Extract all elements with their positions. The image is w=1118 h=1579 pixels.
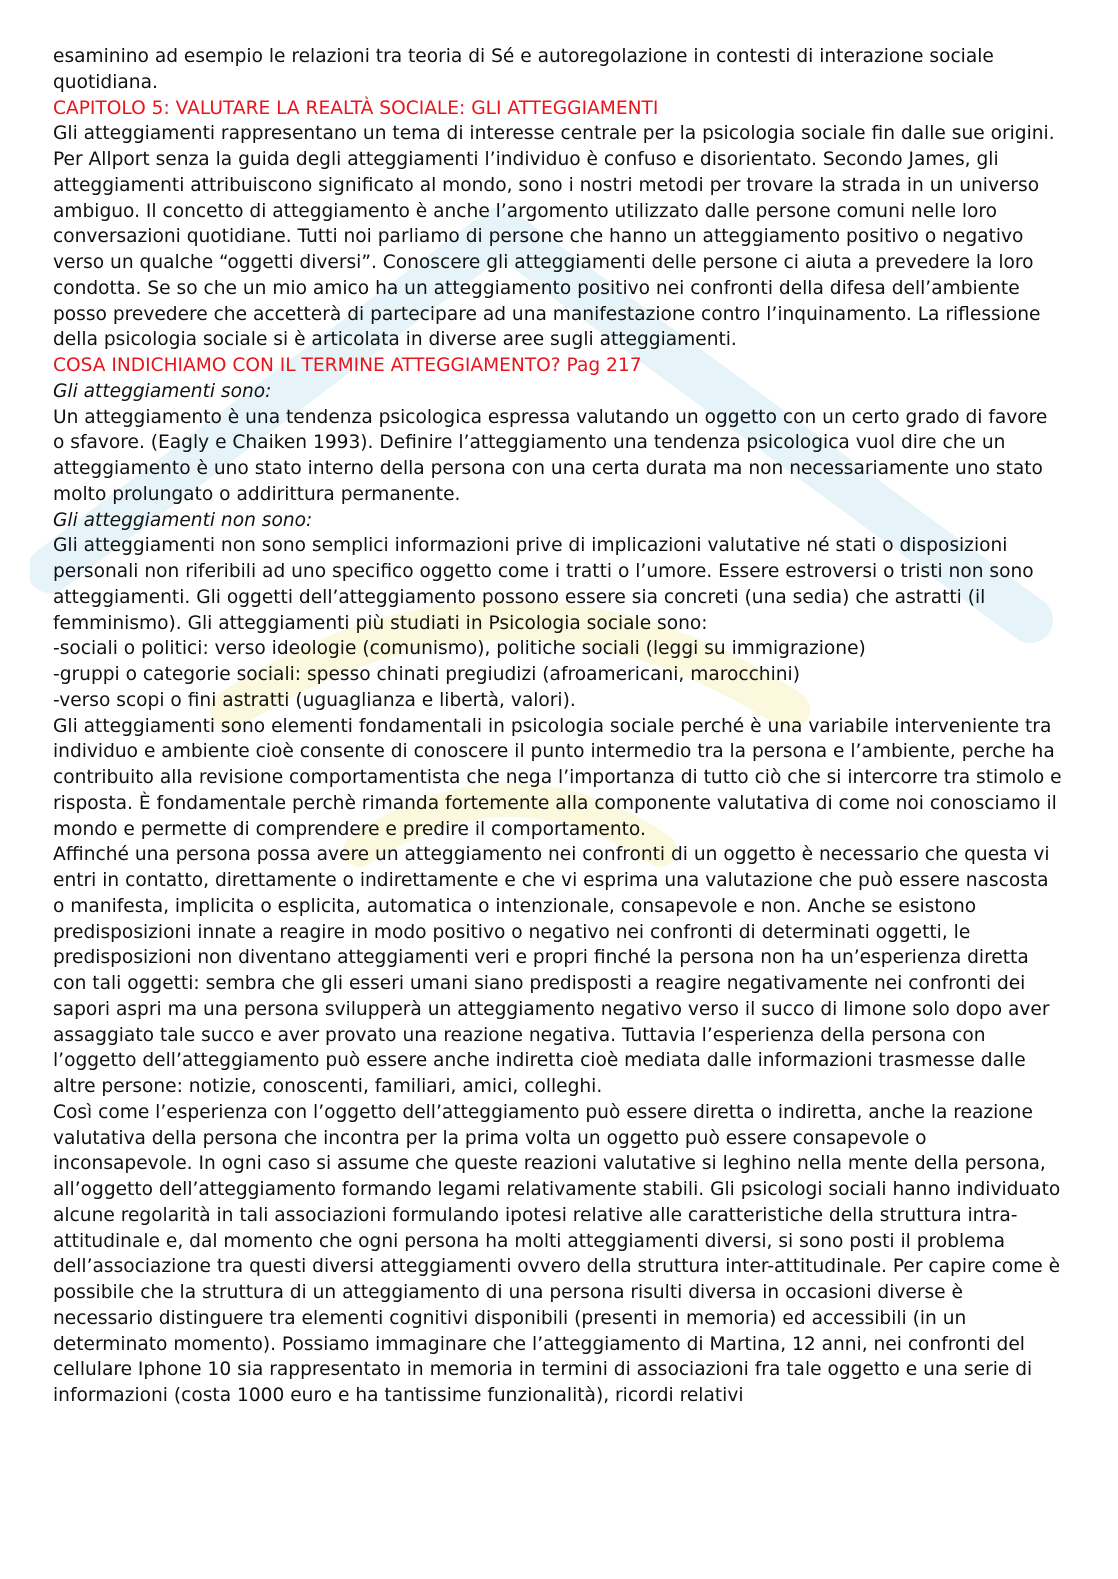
paragraph-structure: Così come l’esperienza con l’oggetto dell’atteggiamento può essere diretta o indiretta, anche la reazione valutativa della persona che incontra per la prima volta un oggetto può essere consapevole o inconsapevole. In ogni caso si assume che queste reazioni valutative si leghino nella mente della persona, all’oggetto dell’atteggiamento formando legami relativamente stabili. Gli psicologi sociali hanno individuato alcune regolarità in tali associazioni formulando ipotesi relative alle caratteristiche della struttura intra-attitudinale e, dal momento che ogni persona ha molti atteggiamenti diversi, si sono posti il problema dell’associazione tra questi diversi atteggiamenti ovvero della struttura inter-attitudinale. Per capire come è possibile che la struttura di un atteggiamento di una persona risulti diversa in occasioni diverse è necessario distinguere tra elementi cognitivi disponibili (presenti in memoria) ed accessibili (in un determinato momento). Possiamo immaginare che l’atteggiamento di Martina, 12 anni, nei confronti del cellulare Iphone 10 sia rappresentato in memoria in termini di associazioni fra tale oggetto e una serie di informazioni (costa 1000 euro e ha tantissime funzionalità), ricordi relativi <box>53 1101 1061 1406</box>
subheading-attitudes-are: Gli atteggiamenti sono: <box>53 380 272 402</box>
list-item-groups: -gruppi o categorie sociali: spesso chinati pregiudizi (afroamericani, marocchini) <box>53 664 800 685</box>
paragraph-fundamental: Gli atteggiamenti sono elementi fondamentali in psicologia sociale perché è una variabile interveniente tra individuo e ambiente cioè consente di conoscere il punto intermedio tra la persona e l’ambiente, perche ha contribuito alla revisione comportamentista che nega l’importanza di tutto ciò che si intercorre tra stimolo e risposta. È fondamentale perchè rimanda fortemente alla componente valutativa di come noi conosciamo il mondo e permette di comprendere e predire il comportamento. <box>53 715 1062 840</box>
subheading-attitudes-are-not: Gli atteggiamenti non sono: <box>53 509 313 531</box>
document-page <box>53 44 1063 1409</box>
list-item-social-political: -sociali o politici: verso ideologie (comunismo), politiche sociali (leggi su immigrazione) <box>53 638 866 660</box>
list-item-abstract-goals: -verso scopi o fini astratti (uguaglianza e libertà, valori). <box>53 689 576 711</box>
paragraph-contact: Affinché una persona possa avere un atteggiamento nei confronti di un oggetto è necessario che questa vi entri in contatto, direttamente o indirettamente e che vi esprima una valutazione che può essere nascosta o manifesta, implicita o esplicita, automatica o intenzionale, consapevole e non. Anche se esistono predisposizioni innate a reagire in modo positivo o negativo nei confronti di determinati oggetti, le predisposizioni non diventano atteggiamenti veri e propri finché la persona non ha un’esperienza diretta con tali oggetti: sembra che gli esseri umani siano predisposti a reagire negativamente nei confronti dei sapori aspri ma una persona svilupperà un atteggiamento negativo verso il succo di limone solo dopo aver assaggiato tale succo e aver provato una reazione negativa. Tuttavia l’esperienza della persona con l’oggetto dell’atteggiamento può essere anche indiretta cioè mediata dalle informazioni trasmesse dalle altre persone: notizie, conoscenti, familiari, amici, colleghi. <box>53 844 1050 1097</box>
paragraph-attitudes-intro: Gli atteggiamenti rappresentano un tema di interesse centrale per la psicologia sociale fin dalle sue origini. Per Allport senza la guida degli atteggiamenti l’individuo è confuso e disorientato. Secondo James, gli atteggiamenti attribuiscono significato al mondo, sono i nostri metodi per trovare la strada in un universo ambiguo. Il concetto di atteggiamento è anche l’argomento utilizzato dalle persone comuni nelle loro conversazioni quotidiane. Tutti noi parliamo di persone che hanno un atteggiamento positivo o negativo verso un qualche “oggetti diversi”. Conoscere gli atteggiamenti delle persone ci aiuta a prevedere la loro condotta. Se so che un mio amico ha un atteggiamento positivo nei confronti della difesa dell’ambiente posso prevedere che accetterà di partecipare ad una manifestazione contro l’inquinamento. La riflessione della psicologia sociale si è articolata in diverse aree sugli atteggiamenti. <box>53 123 1055 351</box>
paragraph-definition: Un atteggiamento è una tendenza psicologica espressa valutando un oggetto con un certo grado di favore o sfavore. (Eagly e Chaiken 1993). Definire l’atteggiamento una tendenza psicologica vuol dire che un atteggiamento è uno stato interno della persona con una certa durata ma non necessariamente uno stato molto prolungato o addirittura permanente. <box>53 406 1048 505</box>
paragraph-not-attitudes: Gli atteggiamenti non sono semplici informazioni prive di implicazioni valutative né stati o disposizioni personali non riferibili ad uno specifico oggetto come i tratti o l’umore. Essere estroversi o tristi non sono atteggiamenti. Gli oggetti dell’atteggiamento possono essere sia concreti (una sedia) che astratti (il femminismo). Gli atteggiamenti più studiati in Psicologia sociale sono: <box>53 535 1034 634</box>
section-heading: COSA INDICHIAMO CON IL TERMINE ATTEGGIAMENTO? Pag 217 <box>53 355 642 376</box>
paragraph-intro: esaminino ad esempio le relazioni tra teoria di Sé e autoregolazione in contesti di interazione sociale quotidiana. <box>53 46 994 93</box>
chapter-heading: CAPITOLO 5: VALUTARE LA REALTÀ SOCIALE: GLI ATTEGGIAMENTI <box>53 97 659 119</box>
